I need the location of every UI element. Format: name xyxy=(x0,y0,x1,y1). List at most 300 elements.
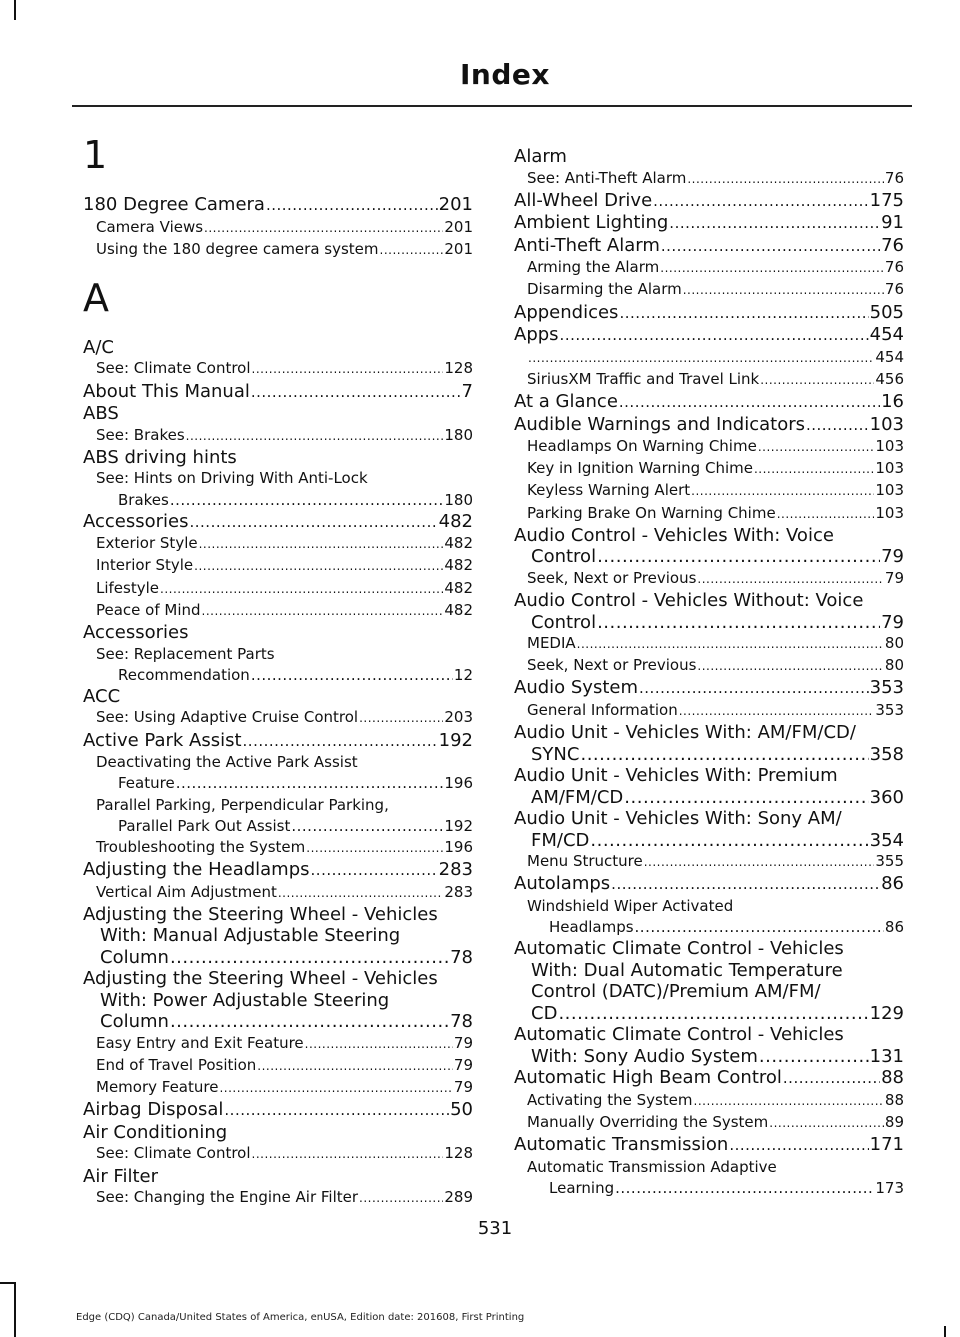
index-entry-term: Memory Feature xyxy=(96,1078,219,1097)
index-entry-term: SYNC xyxy=(531,743,580,765)
index-entry-term: Control xyxy=(531,546,597,568)
page-number: 531 xyxy=(477,1218,513,1239)
index-entry xyxy=(83,1011,473,1033)
index-entry-term: Accessories xyxy=(83,622,189,644)
index-entry-page: 354 xyxy=(869,829,904,851)
dot-leader xyxy=(760,369,874,391)
index-entry-page: 78 xyxy=(450,946,473,968)
dot-leader xyxy=(669,212,880,235)
index-entry-term: Airbag Disposal xyxy=(83,1099,224,1121)
index-entry-term: Peace of Mind xyxy=(96,600,201,619)
index-entry xyxy=(83,239,473,261)
index-entry xyxy=(83,904,473,926)
index-entry-term: Automatic Transmission xyxy=(514,1134,729,1156)
dot-leader xyxy=(202,600,444,622)
index-column-left xyxy=(83,118,473,1209)
index-entry-page: 79 xyxy=(453,1056,473,1075)
index-entry-page: 79 xyxy=(881,611,904,633)
dot-leader xyxy=(577,633,884,655)
index-entry-term: Learning xyxy=(549,1178,615,1197)
index-entry-term: Headlamps xyxy=(549,918,634,937)
dot-leader xyxy=(560,324,869,347)
index-entry-page: 456 xyxy=(875,369,904,388)
index-entry-page: 196 xyxy=(444,837,473,856)
index-entry-term: Windshield Wiper Activated xyxy=(527,896,734,915)
index-entry xyxy=(514,677,904,700)
index-entry-term: See: Using Adaptive Cruise Control xyxy=(96,708,359,727)
index-entry xyxy=(83,1033,473,1055)
index-entry-term: Ambient Lighting xyxy=(514,212,669,234)
index-entry xyxy=(514,525,904,547)
index-entry xyxy=(514,981,904,1003)
index-entry xyxy=(83,837,473,859)
index-entry-term: Accessories xyxy=(83,510,189,532)
index-entry-term: Activating the System xyxy=(527,1090,693,1109)
index-entry xyxy=(83,968,473,990)
index-entry-page: 360 xyxy=(869,786,904,808)
index-entry xyxy=(514,458,904,480)
index-entry xyxy=(83,925,473,947)
index-entry xyxy=(514,302,904,325)
dot-leader xyxy=(687,168,884,190)
index-entry xyxy=(514,938,904,960)
dot-leader xyxy=(170,947,449,969)
index-entry-page: 175 xyxy=(869,189,904,211)
index-entry-term: Alarm xyxy=(514,146,567,167)
index-entry xyxy=(514,168,904,190)
index-entry-page: 103 xyxy=(869,413,904,435)
index-entry-term: AM/FM/CD xyxy=(531,786,624,808)
dot-leader xyxy=(311,859,438,882)
index-entry xyxy=(514,369,904,391)
dot-leader xyxy=(219,1077,452,1099)
index-entry xyxy=(83,358,473,380)
index-entry-page: 454 xyxy=(869,324,904,346)
index-entry xyxy=(83,882,473,904)
dot-leader xyxy=(683,279,884,301)
index-entry xyxy=(514,960,904,982)
index-letter-heading: A xyxy=(83,275,109,320)
dot-leader xyxy=(697,568,883,590)
index-entry xyxy=(83,1055,473,1077)
index-entry-term: Adjusting the Steering Wheel - Vehicles xyxy=(83,903,438,925)
index-entry-term: Recommendation xyxy=(118,665,250,684)
index-entry-term: See: Anti-Theft Alarm xyxy=(527,168,687,187)
index-entry-page: 79 xyxy=(453,1033,473,1052)
index-entry-term: See: Changing the Engine Air Filter xyxy=(96,1188,359,1207)
index-entry-page: 173 xyxy=(875,1178,904,1197)
index-entry-term: Audio Control - Vehicles Without: Voice xyxy=(514,590,864,612)
index-entry xyxy=(514,787,904,809)
index-entry xyxy=(83,859,473,882)
dot-leader xyxy=(639,677,869,700)
index-entry-page: 454 xyxy=(875,347,904,366)
dot-leader xyxy=(661,235,880,258)
index-entry-term: Deactivating the Active Park Assist xyxy=(96,753,358,772)
index-entry xyxy=(514,830,904,852)
index-entry-term: Keyless Warning Alert xyxy=(527,481,691,500)
index-entry xyxy=(83,686,473,708)
footer-edition: Edge (CDQ) Canada/United States of America, enUSA, Edition date: 201608, First Printing xyxy=(76,1312,525,1323)
crop-mark-bottom-left-h xyxy=(0,1282,16,1284)
index-entry-term: Seek, Next or Previous xyxy=(527,656,697,675)
index-entry-term: Automatic Climate Control - Vehicles xyxy=(514,938,844,960)
index-entry xyxy=(83,468,473,489)
index-entry-term: Seek, Next or Previous xyxy=(527,568,697,587)
index-entry-page: 16 xyxy=(881,391,904,413)
dot-leader xyxy=(176,773,444,794)
index-entry xyxy=(514,235,904,258)
index-entry-term: Audible Warnings and Indicators xyxy=(514,413,805,435)
index-entry xyxy=(83,947,473,969)
index-entry xyxy=(514,546,904,568)
index-entry xyxy=(514,896,904,917)
index-entry-term: Audio Unit - Vehicles With: Sony AM/ xyxy=(514,808,842,830)
index-entry xyxy=(514,722,904,744)
index-entry-page: 80 xyxy=(884,634,904,653)
index-entry xyxy=(514,568,904,590)
index-entry-term: Easy Entry and Exit Feature xyxy=(96,1033,304,1052)
dot-leader xyxy=(380,239,444,261)
index-entry-page: 353 xyxy=(875,700,904,719)
index-entry-term: End of Travel Position xyxy=(96,1056,257,1075)
index-entry-term: Active Park Assist xyxy=(83,729,242,751)
index-entry-page: 78 xyxy=(450,1011,473,1033)
index-entry-term: With: Power Adjustable Steering xyxy=(100,989,390,1011)
index-entry-term: Parallel Parking, Perpendicular Parking, xyxy=(96,795,389,814)
dot-leader xyxy=(359,1187,443,1209)
index-entry xyxy=(514,279,904,301)
index-entry-term: Headlamps On Warning Chime xyxy=(527,437,757,456)
index-entry-term: With: Sony Audio System xyxy=(531,1045,758,1067)
dot-leader xyxy=(644,851,875,873)
index-entry xyxy=(83,1187,473,1209)
index-entry xyxy=(83,816,473,837)
index-entry-term: Apps xyxy=(514,324,559,346)
index-entry-term: Parking Brake On Warning Chime xyxy=(527,503,776,522)
index-entry xyxy=(514,436,904,458)
index-entry-term: Audio Control - Vehicles With: Voice xyxy=(514,524,834,546)
index-entry xyxy=(514,1003,904,1025)
index-entry-page: 128 xyxy=(444,1144,473,1163)
index-entry-page: 76 xyxy=(884,168,904,187)
index-entry-page: 482 xyxy=(444,556,473,575)
index-entry-term: Manually Overriding the System xyxy=(527,1112,769,1131)
index-column-right xyxy=(514,146,904,1199)
dot-leader xyxy=(251,665,453,686)
index-entry-page: 131 xyxy=(869,1045,904,1067)
dot-leader xyxy=(190,511,438,534)
index-entry-page: 180 xyxy=(444,425,473,444)
index-entry-page: 192 xyxy=(444,816,473,835)
index-entry xyxy=(83,403,473,425)
dot-leader xyxy=(758,436,875,458)
index-entry-page: 80 xyxy=(884,656,904,675)
index-entry-term: With: Manual Adjustable Steering xyxy=(100,925,401,947)
index-entry-term: Automatic Climate Control - Vehicles xyxy=(514,1024,844,1046)
index-entry-page: 88 xyxy=(884,1090,904,1109)
index-entry-page: 103 xyxy=(875,503,904,522)
index-entry-page: 283 xyxy=(444,882,473,901)
index-entry-term: FM/CD xyxy=(531,829,590,851)
dot-leader xyxy=(619,391,880,414)
index-entry xyxy=(514,146,904,168)
dot-leader xyxy=(590,830,868,852)
dot-leader xyxy=(257,1055,453,1077)
index-entry-term: Menu Structure xyxy=(527,852,643,871)
index-entry-page: 196 xyxy=(444,774,473,793)
index-entry xyxy=(83,578,473,600)
dot-leader xyxy=(635,917,884,938)
index-entry-page: 128 xyxy=(444,359,473,378)
index-entry-page: 203 xyxy=(444,708,473,727)
index-entry-page: 201 xyxy=(438,194,473,215)
index-entry-term: See: Climate Control xyxy=(96,359,251,378)
dot-leader xyxy=(252,1143,444,1165)
index-entry-term: 180 Degree Camera xyxy=(83,194,265,215)
index-entry-page: 50 xyxy=(450,1099,473,1121)
dot-leader xyxy=(224,1099,449,1122)
dot-leader xyxy=(580,744,868,766)
dot-leader xyxy=(697,655,883,677)
index-entry xyxy=(514,633,904,655)
index-entry-term: SiriusXM Traffic and Travel Link xyxy=(527,369,760,388)
index-entry xyxy=(83,1122,473,1144)
index-entry xyxy=(83,707,473,729)
index-entry-page: 79 xyxy=(884,568,904,587)
crop-mark-bottom-left-v xyxy=(14,1282,16,1337)
index-entry xyxy=(83,730,473,753)
index-entry xyxy=(83,194,473,217)
index-entry xyxy=(514,765,904,787)
index-entry-page: 482 xyxy=(444,600,473,619)
dot-leader xyxy=(243,730,438,753)
dot-leader xyxy=(679,700,875,722)
index-entry-page: 103 xyxy=(875,481,904,500)
dot-leader xyxy=(278,882,444,904)
crop-mark-bottom-right xyxy=(944,1326,946,1337)
index-entry-term: Exterior Style xyxy=(96,534,198,553)
dot-leader xyxy=(252,358,444,380)
dot-leader xyxy=(204,217,443,239)
index-entry xyxy=(514,257,904,279)
index-entry-page: 289 xyxy=(444,1188,473,1207)
index-entry xyxy=(514,1157,904,1178)
dot-leader xyxy=(528,347,874,369)
index-entry-term: Appendices xyxy=(514,301,619,323)
dot-leader xyxy=(754,458,874,480)
index-entry xyxy=(83,555,473,577)
index-entry xyxy=(514,612,904,634)
index-entry-page: 91 xyxy=(881,212,904,234)
index-entry-page: 86 xyxy=(884,918,904,937)
dot-leader xyxy=(619,302,868,325)
dot-leader xyxy=(170,490,444,511)
crop-mark-top-left xyxy=(14,0,16,20)
index-entry-term: Automatic Transmission Adaptive xyxy=(527,1157,777,1176)
index-entry-page: 482 xyxy=(438,510,473,532)
index-entry-term: Lifestyle xyxy=(96,578,160,597)
index-entry xyxy=(514,1024,904,1046)
index-entry-term: See: Hints on Driving With Anti-Lock xyxy=(96,469,368,488)
index-entry-term: A/C xyxy=(83,336,114,358)
index-entry-page: 79 xyxy=(881,546,904,568)
index-entry xyxy=(83,665,473,686)
dot-leader xyxy=(170,1011,449,1033)
index-entry-term: Column xyxy=(100,1011,169,1033)
index-entry-term: CD xyxy=(531,1002,558,1024)
index-entry xyxy=(83,1099,473,1122)
index-entry xyxy=(514,480,904,502)
dot-leader xyxy=(783,1067,880,1090)
index-entry-term: Adjusting the Headlamps xyxy=(83,859,310,881)
index-entry-term: MEDIA xyxy=(527,634,576,653)
index-entry-term: Column xyxy=(100,946,169,968)
index-entry xyxy=(514,347,904,369)
dot-leader xyxy=(160,578,443,600)
index-entry-page: 103 xyxy=(875,437,904,456)
index-entry xyxy=(83,337,473,359)
index-entry-term: All-Wheel Drive xyxy=(514,189,653,211)
index-entry xyxy=(83,990,473,1012)
index-entry-page: 171 xyxy=(869,1134,904,1156)
index-entry xyxy=(514,1046,904,1068)
index-entry xyxy=(514,503,904,525)
index-entry-page: 482 xyxy=(444,578,473,597)
index-entry-page: 505 xyxy=(869,301,904,323)
index-entry xyxy=(514,744,904,766)
header-rule xyxy=(72,105,912,107)
index-entry-page: 201 xyxy=(444,239,473,258)
index-entry-term: Feature xyxy=(118,774,175,793)
index-entry xyxy=(83,1143,473,1165)
dot-leader xyxy=(266,194,438,217)
index-entry xyxy=(83,447,473,469)
index-entry xyxy=(514,808,904,830)
index-entry xyxy=(83,1166,473,1188)
index-entry-term: ABS driving hints xyxy=(83,446,237,468)
index-entry-page: 353 xyxy=(869,677,904,699)
index-entry xyxy=(83,773,473,794)
page-title: Index xyxy=(460,58,550,91)
index-entry xyxy=(514,590,904,612)
index-entry-page: 86 xyxy=(881,873,904,895)
index-entry-page: 192 xyxy=(438,729,473,751)
index-entry xyxy=(514,324,904,347)
index-entry-page: 76 xyxy=(884,258,904,277)
dot-leader xyxy=(359,707,443,729)
dot-leader xyxy=(691,480,874,502)
index-entry xyxy=(83,217,473,239)
index-entry xyxy=(514,1112,904,1134)
index-entry-term: Parallel Park Out Assist xyxy=(118,816,291,835)
dot-leader xyxy=(597,612,880,634)
dot-leader xyxy=(777,503,875,525)
dot-leader xyxy=(653,190,868,213)
index-entry-term: See: Climate Control xyxy=(96,1144,251,1163)
index-entry xyxy=(83,752,473,773)
dot-leader xyxy=(291,816,443,837)
index-entry-term: ABS xyxy=(83,403,119,425)
index-entry-term: Adjusting the Steering Wheel - Vehicles xyxy=(83,968,438,990)
dot-leader xyxy=(306,837,443,859)
index-entry xyxy=(514,1067,904,1090)
dot-leader xyxy=(729,1134,868,1157)
index-entry-page: 180 xyxy=(444,490,473,509)
index-entry xyxy=(83,533,473,555)
dot-leader xyxy=(694,1090,884,1112)
dot-leader xyxy=(199,533,444,555)
dot-leader xyxy=(186,425,444,447)
index-entry xyxy=(514,851,904,873)
index-entry-term: Vertical Aim Adjustment xyxy=(96,882,277,901)
dot-leader xyxy=(194,555,443,577)
index-entry-term: About This Manual xyxy=(83,380,250,402)
index-entry-term: Control xyxy=(531,611,597,633)
index-entry-term: Audio Unit - Vehicles With: AM/FM/CD/ xyxy=(514,722,856,744)
index-entry-term: At a Glance xyxy=(514,391,618,413)
index-entry xyxy=(514,1134,904,1157)
index-entry-term: Air Conditioning xyxy=(83,1121,228,1143)
index-entry-term: Troubleshooting the System xyxy=(96,837,306,856)
index-entry xyxy=(514,190,904,213)
index-entry xyxy=(83,622,473,644)
index-entry xyxy=(514,212,904,235)
index-entry xyxy=(514,873,904,896)
index-entry-term: Audio System xyxy=(514,677,639,699)
index-entry-term: See: Replacement Parts xyxy=(96,644,275,663)
dot-leader xyxy=(769,1112,884,1134)
index-entry-term: Arming the Alarm xyxy=(527,258,660,277)
index-entry-term: Camera Views xyxy=(96,217,204,236)
index-entry-term: General Information xyxy=(527,700,678,719)
dot-leader xyxy=(558,1003,868,1025)
index-entry-page: 201 xyxy=(444,217,473,236)
index-entry xyxy=(83,1077,473,1099)
index-entry-page: 358 xyxy=(869,743,904,765)
index-entry-term: With: Dual Automatic Temperature xyxy=(531,959,843,981)
index-entry-page: 76 xyxy=(881,234,904,256)
index-entry-term: Control (DATC)/Premium AM/FM/ xyxy=(531,981,821,1003)
index-entry-page: 355 xyxy=(875,852,904,871)
index-entry xyxy=(83,490,473,511)
index-entry-page: 12 xyxy=(453,665,473,684)
index-entry xyxy=(83,644,473,665)
index-entry-page: 482 xyxy=(444,534,473,553)
index-entry-page: 103 xyxy=(875,459,904,478)
index-entry-term: Air Filter xyxy=(83,1165,159,1187)
index-entry-term: Autolamps xyxy=(514,873,611,895)
index-entry xyxy=(83,425,473,447)
dot-leader xyxy=(251,381,461,404)
dot-leader xyxy=(615,1178,874,1199)
index-entry-term: ACC xyxy=(83,685,121,707)
index-entry-term: Automatic High Beam Control xyxy=(514,1067,782,1089)
index-entry-page: 129 xyxy=(869,1002,904,1024)
index-entry-page: 79 xyxy=(453,1078,473,1097)
index-entry-page: 7 xyxy=(461,380,473,402)
index-entry xyxy=(83,795,473,816)
index-entry-term: Brakes xyxy=(118,490,169,509)
dot-leader xyxy=(624,787,868,809)
index-entry xyxy=(514,414,904,437)
index-entry xyxy=(514,655,904,677)
index-entry xyxy=(83,381,473,404)
index-entry-term: Anti-Theft Alarm xyxy=(514,234,660,256)
index-entry-term: Interior Style xyxy=(96,556,194,575)
index-entry-page: 283 xyxy=(438,859,473,881)
index-entry-term: Key in Ignition Warning Chime xyxy=(527,459,753,478)
